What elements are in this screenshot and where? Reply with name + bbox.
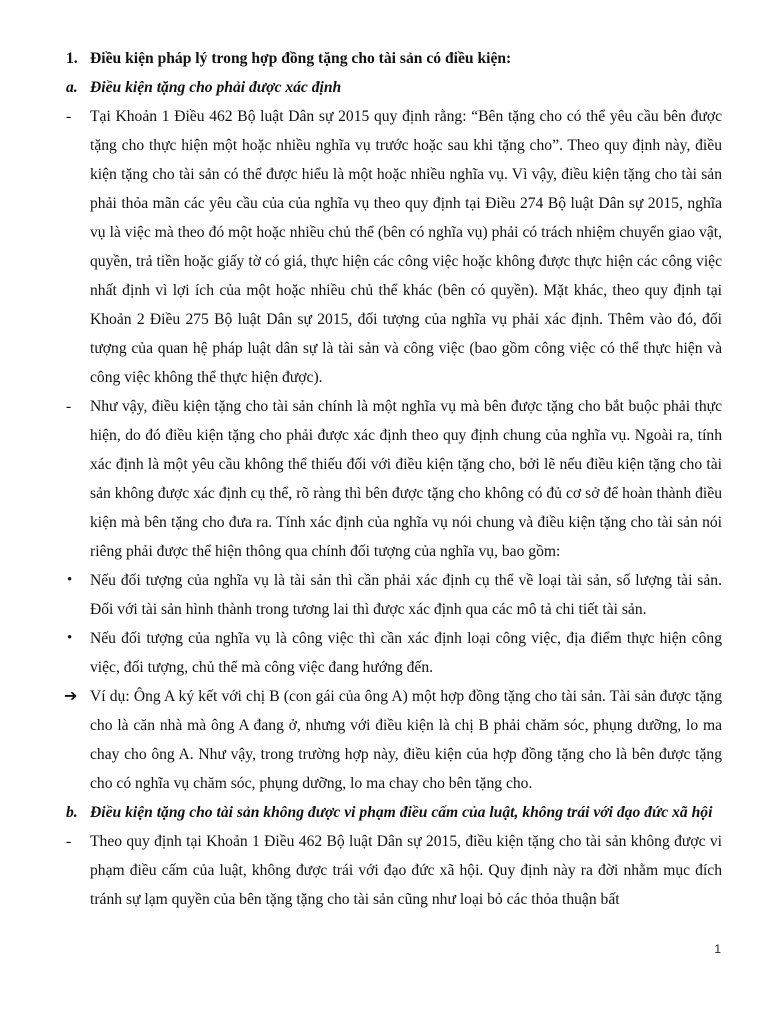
bullet-icon: • <box>67 630 73 646</box>
heading-text: Điều kiện pháp lý trong hợp đồng tặng cho tài sản có điều kiện: <box>90 50 512 67</box>
dash-marker: - <box>66 833 72 850</box>
bullet-icon: • <box>67 572 73 588</box>
dash-marker: - <box>66 398 72 415</box>
bullet-item-1 <box>66 566 722 624</box>
bullet-item-1-text: Nếu đối tượng của nghĩa vụ là tài sản thì cần phải xác định cụ thể về loại tài sản, số lượng tài sản. Đối với tài sản hình thành trong tương lai thì được xác định qua các mô tả chi tiết tài sản. <box>90 572 722 618</box>
paragraph-a1-text: Tại Khoản 1 Điều 462 Bộ luật Dân sự 2015 quy định rằng: “Bên tặng cho có thể yêu cầu bên được tặng cho thực hiện một hoặc nhiều nghĩa vụ trước hoặc sau khi tặng cho”. Theo quy định này, điều kiện tặng cho tài sản có thể được hiểu là một hoặc nhiều nghĩa vụ. Vì vậy, điều kiện tặng cho tài sản phải thỏa mãn các yêu cầu của của nghĩa vụ theo quy định tại Điều 274 Bộ luật Dân sự 2015, nghĩa vụ là việc mà theo đó một hoặc nhiều chủ thể (bên có nghĩa vụ) phải có trách nhiệm chuyển giao vật, quyền, trả tiền hoặc giấy tờ có giá, thực hiện các công việc hoặc không được thực hiện các công việc nhất định vì lợi ích của một hoặc nhiều chủ thể khác (bên có quyền). Mặt khác, theo quy định tại Khoản 2 Điều 275 Bộ luật Dân sự 2015, đối tượng của nghĩa vụ phải xác định. Thêm vào đó, đối tượng của quan hệ pháp luật dân sự là tài sản và công việc (bao gồm công việc có thể thực hiện và công việc không thể thực hiện được). <box>90 108 722 386</box>
bullet-item-2 <box>66 624 722 682</box>
arrow-right-icon: ➔ <box>64 688 78 705</box>
paragraph-b1 <box>66 827 722 914</box>
heading-number: 1. <box>66 50 78 67</box>
subsection-b-title <box>66 798 722 827</box>
example-text: Ví dụ: Ông A ký kết với chị B (con gái của ông A) một hợp đồng tặng cho tài sản. Tài sản được tặng cho là căn nhà mà ông A đang ở, nhưng với điều kiện là chị B phải chăm sóc, phụng dưỡng, lo ma chay cho ông A. Như vậy, trong trường hợp này, điều kiện của hợp đồng tặng cho là bên được tặng cho có nghĩa vụ chăm sóc, phụng dưỡng, lo ma chay cho bên tặng cho. <box>90 688 722 792</box>
subsection-a-marker: a. <box>66 79 78 96</box>
bullet-item-2-text: Nếu đối tượng của nghĩa vụ là công việc thì cần xác định loại công việc, địa điểm thực hiện công việc, đối tượng, chủ thể mà công việc đang hướng đến. <box>90 630 722 676</box>
dash-marker: - <box>66 108 72 125</box>
subsection-a-text: Điều kiện tặng cho phải được xác định <box>90 79 342 96</box>
paragraph-a2 <box>66 392 722 566</box>
subsection-b-marker: b. <box>66 804 78 821</box>
paragraph-b1-text: Theo quy định tại Khoản 1 Điều 462 Bộ luật Dân sự 2015, điều kiện tặng cho tài sản không được vi phạm điều cấm của luật, không được trái với đạo đức xã hội. Quy định này ra đời nhằm mục đích tránh sự lạm quyền của bên tặng tặng cho tài sản cũng như loại bỏ các thỏa thuận bất <box>90 833 722 908</box>
section-heading <box>66 44 722 73</box>
subsection-a-title <box>66 73 722 102</box>
paragraph-a1 <box>66 102 722 392</box>
subsection-b-text: Điều kiện tặng cho tài sản không được vi phạm điều cấm của luật, không trái với đạo đức xã hội <box>90 804 713 821</box>
page-number: 1 <box>714 942 721 956</box>
document-body <box>66 44 722 914</box>
paragraph-a2-text: Như vậy, điều kiện tặng cho tài sản chính là một nghĩa vụ mà bên được tặng cho bắt buộc phải thực hiện, do đó điều kiện tặng cho phải được xác định theo quy định chung của nghĩa vụ. Ngoài ra, tính xác định là một yêu cầu không thể thiếu đối với điều kiện tặng cho, bởi lẽ nếu điều kiện tặng cho tài sản không được xác định cụ thể, rõ ràng thì bên được tặng cho không có đủ cơ sở để hoàn thành điều kiện mà bên tặng cho đưa ra. Tính xác định của nghĩa vụ nói chung và điều kiện tặng cho tài sản nói riêng phải được thể hiện thông qua chính đối tượng của nghĩa vụ, bao gồm: <box>90 398 722 560</box>
example-paragraph <box>66 682 722 798</box>
